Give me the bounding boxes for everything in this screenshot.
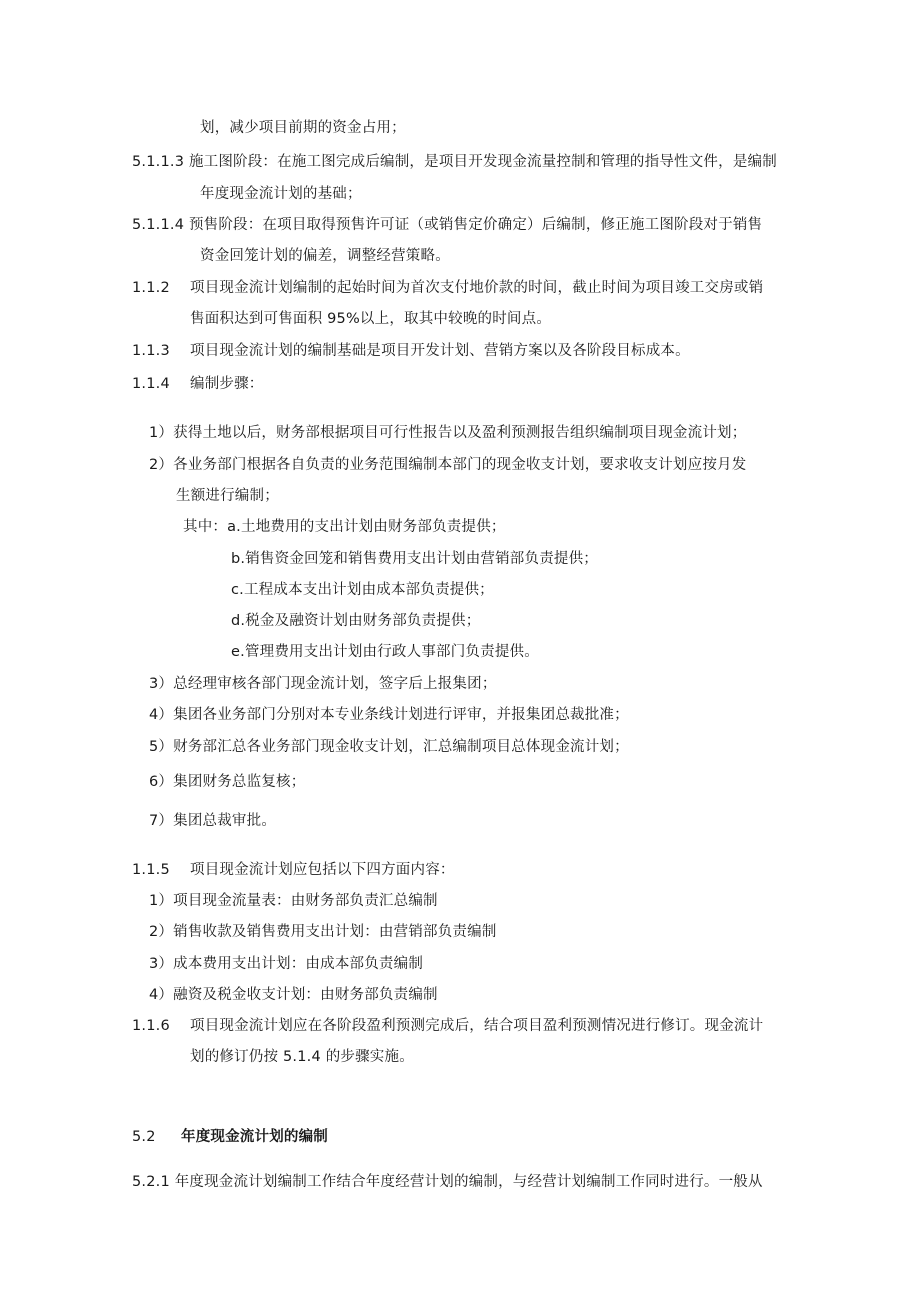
sub-list-item: e.管理费用支出计划由行政人事部门负责提供。 — [231, 644, 539, 660]
paragraph-line: 年度现金流计划的基础； — [200, 186, 362, 202]
sub-list-item: c.工程成本支出计划由成本部负责提供； — [231, 582, 494, 598]
list-item: 1）获得土地以后，财务部根据项目可行性报告以及盈利预测报告组织编制项目现金流计划； — [149, 425, 747, 441]
paragraph-line: 划的修订仍按 5.1.4 的步骤实施。 — [190, 1049, 414, 1065]
paragraph-line: 项目现金流计划应在各阶段盈利预测完成后，结合项目盈利预测情况进行修订。现金流计 — [190, 1018, 764, 1034]
list-item: 3）总经理审核各部门现金流计划，签字后上报集团； — [149, 676, 497, 692]
list-item: 2）各业务部门根据各自负责的业务范围编制本部门的现金收支计划，要求收支计划应按月发 — [149, 457, 747, 473]
sub-list-item: b.销售资金回笼和销售费用支出计划由营销部负责提供； — [231, 551, 599, 567]
section-number: 1.1.6 — [132, 1018, 170, 1034]
section-number: 5.2 — [132, 1129, 156, 1145]
paragraph-line: 划，减少项目前期的资金占用； — [200, 120, 406, 136]
list-item: 4）集团各业务部门分别对本专业条线计划进行评审，并报集团总裁批准； — [149, 707, 629, 723]
list-item: 6）集团财务总监复核； — [149, 774, 306, 790]
paragraph-line: 5.1.1.4 预售阶段：在项目取得预售许可证（或销售定价确定）后编制，修正施工图阶段对于销售 — [132, 217, 763, 233]
paragraph-line: 项目现金流计划的编制基础是项目开发计划、营销方案以及各阶段目标成本。 — [190, 343, 690, 359]
paragraph-line: 售面积达到可售面积 95%以上，取其中较晚的时间点。 — [190, 311, 552, 327]
list-item: 生额进行编制； — [176, 488, 279, 504]
section-heading: 年度现金流计划的编制 — [181, 1129, 328, 1145]
list-item: 3）成本费用支出计划：由成本部负责编制 — [149, 956, 424, 972]
list-item: 4）融资及税金收支计划：由财务部负责编制 — [149, 987, 438, 1003]
paragraph-line: 项目现金流计划编制的起始时间为首次支付地价款的时间，截止时间为项目竣工交房或销 — [190, 280, 764, 296]
section-number: 1.1.4 — [132, 376, 170, 392]
paragraph-line: 5.2.1 年度现金流计划编制工作结合年度经营计划的编制，与经营计划编制工作同时进行。一般从 — [132, 1174, 763, 1190]
list-item: 1）项目现金流量表：由财务部负责汇总编制 — [149, 893, 438, 909]
section-number: 1.1.2 — [132, 280, 170, 296]
paragraph-line: 项目现金流计划应包括以下四方面内容： — [190, 862, 455, 878]
list-item: 2）销售收款及销售费用支出计划：由营销部负责编制 — [149, 924, 497, 940]
list-item: 7）集团总裁审批。 — [149, 813, 277, 829]
paragraph-line: 5.1.1.3 施工图阶段：在施工图完成后编制，是项目开发现金流量控制和管理的指导性文件，是编制 — [132, 154, 777, 170]
sub-list-item: d.税金及融资计划由财务部负责提供； — [231, 613, 481, 629]
paragraph-line: 编制步骤： — [190, 376, 264, 392]
sub-list-item: 其中：a.土地费用的支出计划由财务部负责提供； — [183, 519, 506, 535]
paragraph-line: 资金回笼计划的偏差，调整经营策略。 — [200, 248, 450, 264]
section-number: 1.1.3 — [132, 343, 170, 359]
section-number: 1.1.5 — [132, 862, 170, 878]
list-item: 5）财务部汇总各业务部门现金收支计划，汇总编制项目总体现金流计划； — [149, 739, 629, 755]
